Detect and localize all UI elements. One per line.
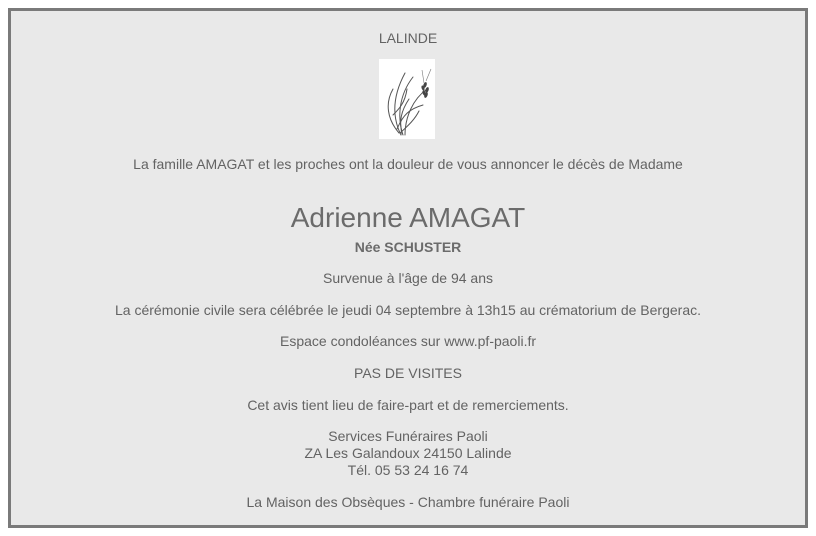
faire-part-line: Cet avis tient lieu de faire-part et de remerciements.	[247, 397, 569, 413]
service-address: ZA Les Galandoux 24150 Lalinde	[304, 445, 512, 461]
service-phone: Tél. 05 53 24 16 74	[347, 462, 469, 478]
condolences-line: Espace condoléances sur www.pf-paoli.fr	[279, 333, 537, 349]
town-heading: LALINDE	[378, 30, 438, 46]
announcement-text: La famille AMAGAT et les proches ont la douleur de vous annoncer le décès de Madame	[133, 156, 683, 172]
visits-notice: PAS DE VISITES	[354, 365, 462, 381]
emblem-image	[379, 59, 435, 139]
ceremony-details: La cérémonie civile sera célébrée le jeudi 04 septembre à 13h15 au crématorium de Bergerac.	[115, 302, 701, 318]
maiden-name: Née SCHUSTER	[354, 239, 462, 255]
maison-line: La Maison des Obsèques - Chambre funéraire Paoli	[246, 494, 570, 510]
obituary-card	[8, 8, 808, 528]
age-line: Survenue à l'âge de 94 ans	[322, 270, 494, 286]
service-name: Services Funéraires Paoli	[328, 428, 488, 444]
deceased-name: Adrienne AMAGAT	[290, 202, 526, 233]
wheat-stalks-icon	[379, 59, 435, 139]
